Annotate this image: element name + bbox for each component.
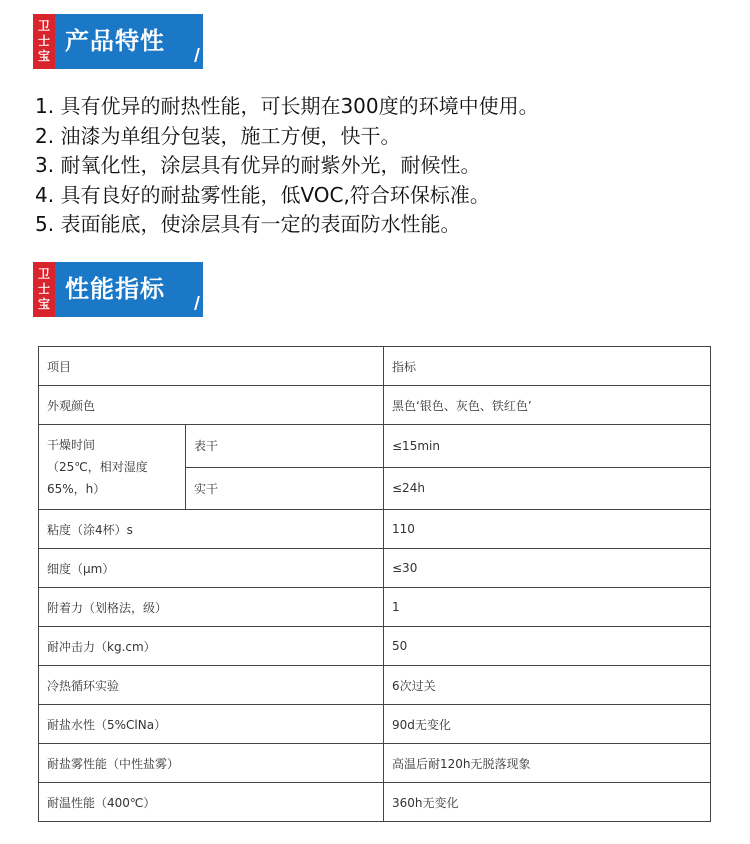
row-item: 细度（μm） (39, 549, 384, 588)
row-spec: 1 (384, 588, 711, 627)
row-spec: 110 (384, 510, 711, 549)
header-item: 项目 (39, 347, 384, 386)
drying-line: 65%，h） (47, 482, 106, 496)
feature-list (35, 92, 539, 240)
feature-item: 5. 表面能底，使涂层具有一定的表面防水性能。 (35, 212, 461, 236)
row-spec: 黑色‘银色、灰色、铁红色’ (384, 386, 711, 425)
spec-table (38, 346, 711, 822)
table-row (39, 705, 711, 744)
table-row (39, 783, 711, 822)
row-spec: ≤24h (384, 467, 711, 510)
feature-item: 4. 具有良好的耐盐雾性能，低VOC,符合环保标准。 (35, 182, 490, 207)
section-title-features: 产品特性 (55, 14, 203, 69)
header-spec: 指标 (384, 347, 711, 386)
row-subitem: 实干 (186, 467, 384, 510)
feature-item: 2. 油漆为单组分包装，施工方便，快干。 (35, 123, 401, 148)
brand-char: 宝 (37, 297, 50, 311)
brand-char: 士 (37, 34, 50, 48)
drying-line: 干燥时间 (47, 438, 96, 452)
row-spec: 50 (384, 627, 711, 666)
table-row (39, 425, 711, 468)
table-header-row (39, 347, 711, 386)
row-subitem: 表干 (186, 425, 384, 468)
row-item: 附着力（划格法，级） (39, 588, 384, 627)
brand-char: 卫 (37, 19, 50, 33)
table-row (39, 549, 711, 588)
row-spec: ≤15min (384, 425, 711, 468)
feature-item: 3. 耐氧化性，涂层具有优异的耐紫外光，耐候性。 (35, 153, 481, 177)
brand-char: 士 (37, 282, 50, 296)
row-spec: ≤30 (384, 549, 711, 588)
feature-item: 1. 具有优异的耐热性能，可长期在300度的环境中使用。 (35, 94, 539, 118)
row-item: 耐盐水性（5%ClNa） (39, 705, 384, 744)
row-item: 冷热循环实验 (39, 666, 384, 705)
row-item: 耐温性能（400℃） (39, 783, 384, 822)
section-banner-specs (33, 262, 203, 317)
section-banner-features (33, 14, 203, 69)
row-item: 耐冲击力（kg.cm） (39, 627, 384, 666)
section-title-specs: 性能指标 (55, 262, 203, 317)
row-spec: 高温后耐120h无脱落现象 (384, 744, 711, 783)
table-row (39, 744, 711, 783)
brand-char: 卫 (37, 267, 50, 281)
row-item: 外观颜色 (39, 386, 384, 425)
brand-tag (33, 14, 55, 69)
table-row (39, 510, 711, 549)
row-spec: 6次过关 (384, 666, 711, 705)
row-spec: 90d无变化 (384, 705, 711, 744)
table-row (39, 386, 711, 425)
row-item-drying (39, 425, 186, 510)
brand-char: 宝 (37, 49, 50, 63)
row-item: 粘度（涂4杯）s (39, 510, 384, 549)
drying-line: （25℃，相对湿度 (47, 460, 148, 474)
table-row (39, 666, 711, 705)
table-row (39, 588, 711, 627)
row-item: 耐盐雾性能（中性盐雾） (39, 744, 384, 783)
row-spec: 360h无变化 (384, 783, 711, 822)
brand-tag (33, 262, 55, 317)
table-row (39, 627, 711, 666)
